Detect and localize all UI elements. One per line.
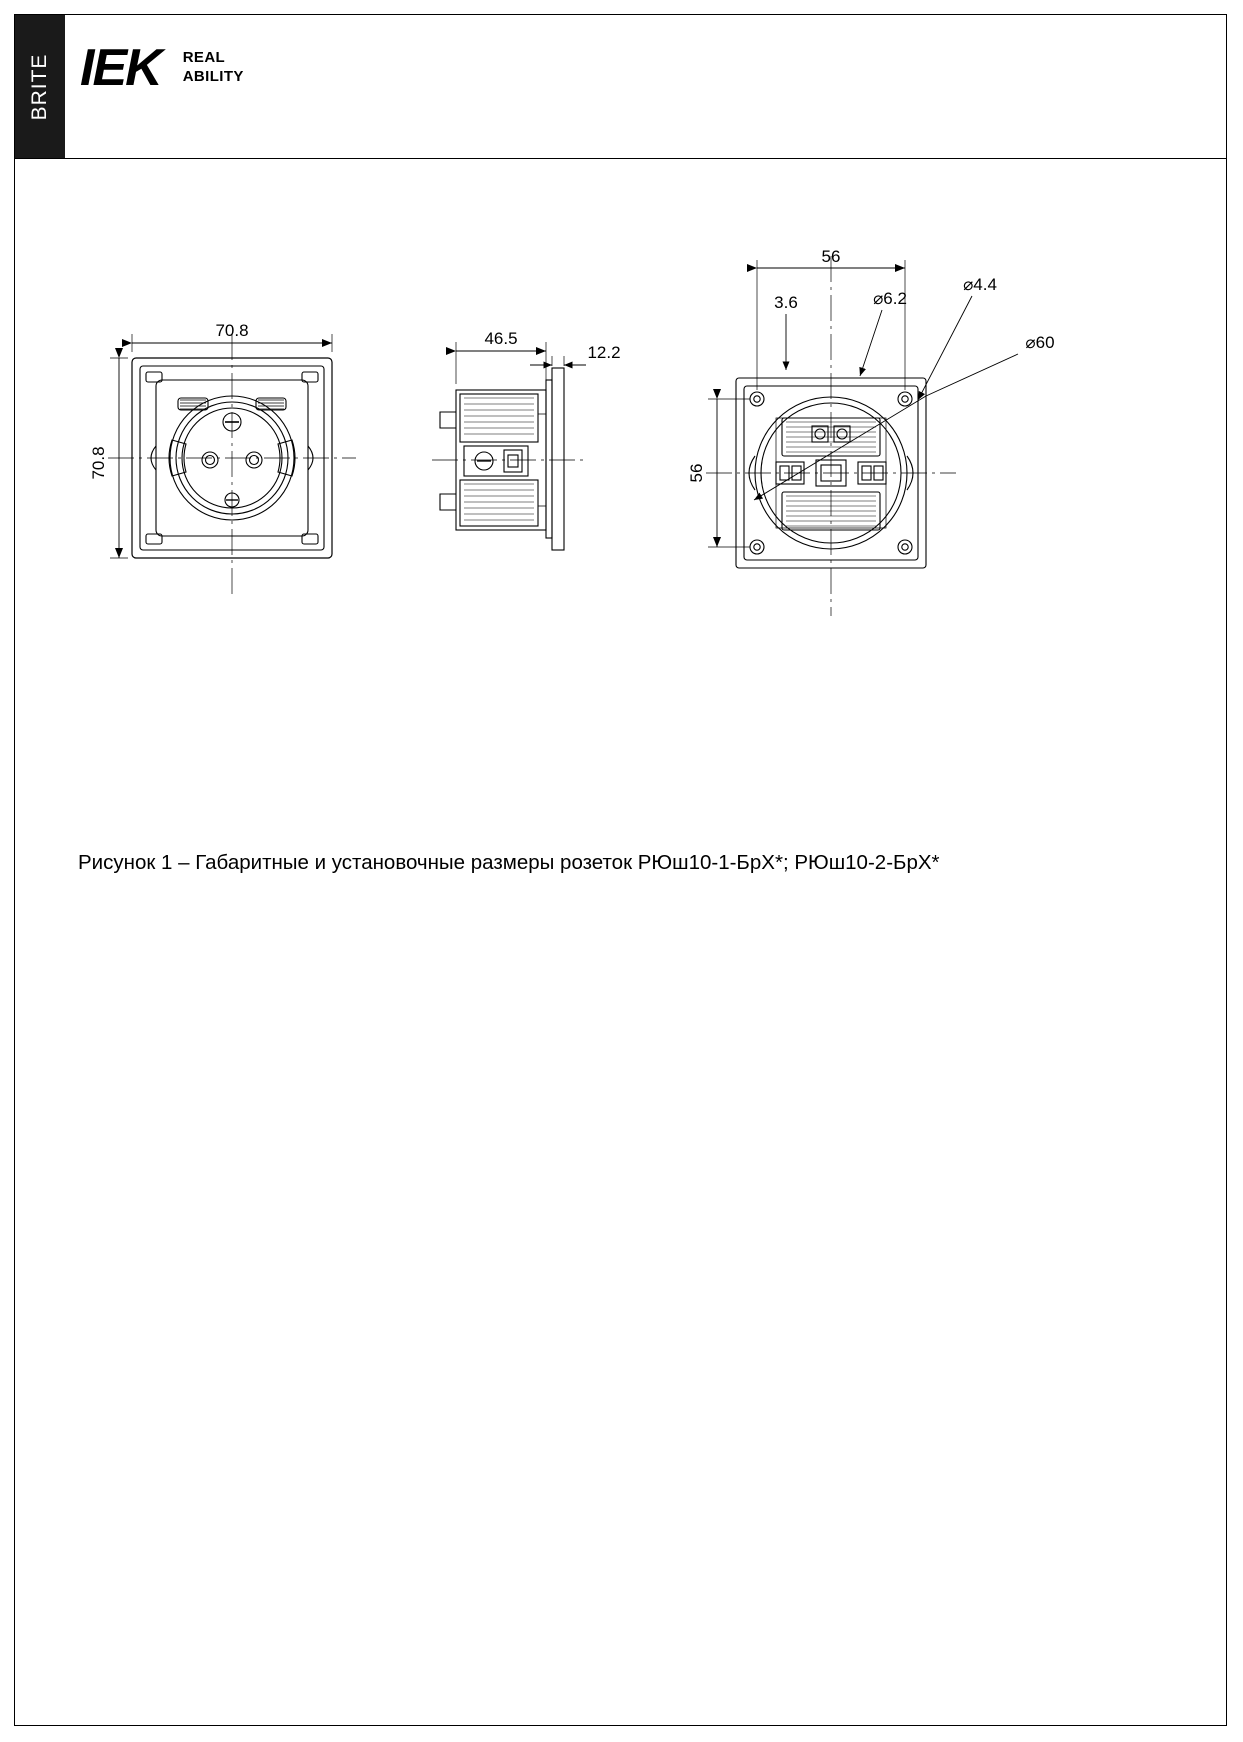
figure-caption: Рисунок 1 – Габаритные и установочные размеры розеток РЮш10-1-БрХ*; РЮш10-2-БрХ* bbox=[78, 851, 940, 874]
svg-text:56: 56 bbox=[821, 250, 841, 266]
technical-drawing bbox=[60, 250, 1180, 670]
svg-text:⌀6.2: ⌀6.2 bbox=[873, 289, 907, 308]
header-divider bbox=[15, 158, 1227, 159]
brand-logo bbox=[80, 39, 244, 97]
series-tab bbox=[15, 15, 65, 158]
svg-text:⌀4.4: ⌀4.4 bbox=[963, 275, 997, 294]
logo-tagline-line2: ABILITY bbox=[182, 68, 244, 85]
side-view bbox=[432, 329, 621, 550]
mechanism-view bbox=[687, 250, 1055, 616]
series-tab-label: BRITE bbox=[28, 53, 51, 120]
front-view bbox=[89, 321, 356, 598]
svg-text:56: 56 bbox=[687, 463, 706, 483]
svg-text:70.8: 70.8 bbox=[215, 321, 249, 340]
svg-text:3.6: 3.6 bbox=[774, 293, 798, 312]
svg-text:12.2: 12.2 bbox=[587, 343, 621, 362]
svg-text:70.8: 70.8 bbox=[89, 446, 108, 480]
logo-mark-text: IEK bbox=[80, 39, 161, 97]
svg-text:⌀60: ⌀60 bbox=[1025, 333, 1055, 352]
logo-tagline bbox=[183, 49, 244, 87]
logo-tagline-line1: REAL bbox=[182, 49, 226, 67]
svg-text:46.5: 46.5 bbox=[484, 329, 518, 348]
